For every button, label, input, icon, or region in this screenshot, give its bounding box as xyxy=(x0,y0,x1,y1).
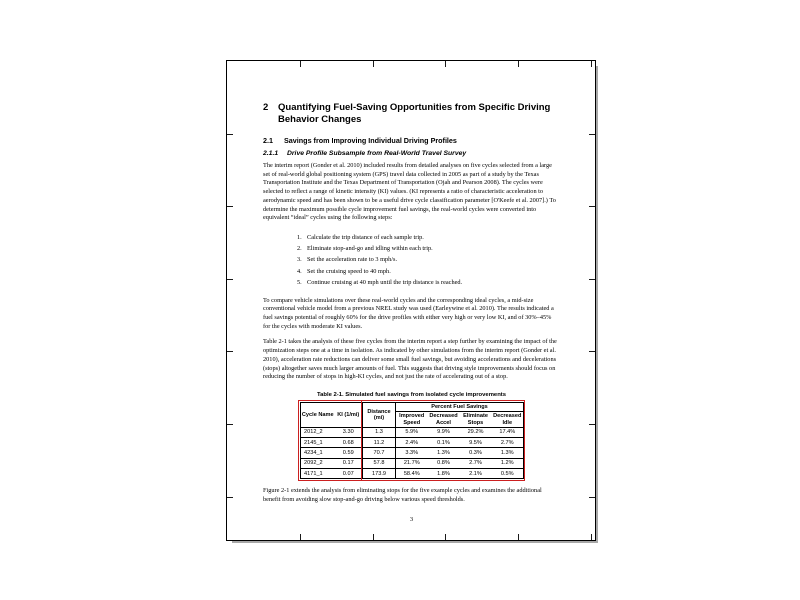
list-item xyxy=(297,235,560,242)
ruler-tick xyxy=(373,534,374,540)
table-cell: 0.07 xyxy=(335,469,363,479)
table-cell: 4234_1 xyxy=(301,448,335,458)
ruler-tick xyxy=(589,497,595,498)
subsubsection-number: 2.1.1 xyxy=(263,150,279,157)
group-header: Percent Fuel Savings xyxy=(396,402,524,411)
fuel-savings-table xyxy=(300,402,524,479)
sub-column-header: Improved Speed xyxy=(396,412,428,428)
table-cell: 57.8 xyxy=(363,458,396,468)
table-cell: 0.17 xyxy=(335,458,363,468)
table-cell: 2.7% xyxy=(460,458,492,468)
ruler-tick xyxy=(589,134,595,135)
table-cell: 0.1% xyxy=(428,438,460,448)
ruler-tick xyxy=(591,534,592,540)
table-cell: 2.7% xyxy=(492,438,524,448)
list-item-number: 3. xyxy=(297,256,302,264)
fuel-savings-table-wrap xyxy=(300,402,523,479)
ruler-tick xyxy=(518,61,519,67)
ruler-tick xyxy=(227,351,233,352)
table-cell: 9.5% xyxy=(460,438,492,448)
list-item-number: 2. xyxy=(297,245,302,253)
table-caption: Table 2-1. Simulated fuel savings from isolated cycle improvements xyxy=(316,391,507,398)
subsection-heading xyxy=(263,136,560,145)
table-cell: 1.2% xyxy=(492,458,524,468)
table-row xyxy=(301,469,524,479)
ruler-tick xyxy=(589,279,595,280)
table-row xyxy=(301,427,524,437)
ruler-tick xyxy=(227,279,233,280)
table-cell: 1.8% xyxy=(428,469,460,479)
list-item xyxy=(297,280,560,287)
table-cell: 29.2% xyxy=(460,427,492,437)
table-cell: 58.4% xyxy=(396,469,428,479)
list-item-number: 5. xyxy=(297,278,302,286)
table-row xyxy=(301,448,524,458)
table-cell: 3.30 xyxy=(335,427,363,437)
table-cell: 0.3% xyxy=(460,448,492,458)
subsubsection-heading xyxy=(263,149,560,158)
table-cell: 17.4% xyxy=(492,427,524,437)
table-cell: 2.1% xyxy=(460,469,492,479)
table-cell: 2012_2 xyxy=(301,427,335,437)
subsection-title: Savings from Improving Individual Driving Profiles xyxy=(284,136,457,145)
section-title: Quantifying Fuel-Saving Opportunities from Specific Driving Behavior Changes xyxy=(278,102,551,125)
ruler-tick xyxy=(589,351,595,352)
ruler-tick xyxy=(227,424,233,425)
list-item xyxy=(297,257,560,264)
numbered-list xyxy=(297,235,560,287)
table-cell: 5.9% xyxy=(396,427,428,437)
ruler-tick xyxy=(591,61,592,67)
table-row xyxy=(301,438,524,448)
section-number: 2 xyxy=(263,102,269,113)
column-header: Distance (mi) xyxy=(363,402,396,427)
list-item-number: 1. xyxy=(297,233,302,241)
list-item xyxy=(297,246,560,253)
ruler-tick xyxy=(300,534,301,540)
ruler-tick xyxy=(589,206,595,207)
page-content xyxy=(263,102,560,523)
table-cell: 1.3 xyxy=(363,427,396,437)
table-cell: 70.7 xyxy=(363,448,396,458)
ruler-tick xyxy=(373,61,374,67)
table-cell: 0.59 xyxy=(335,448,363,458)
ruler-tick xyxy=(227,206,233,207)
table-cell: 21.7% xyxy=(396,458,428,468)
ruler-tick xyxy=(300,61,301,67)
column-header: KI (1/mi) xyxy=(337,411,360,418)
page-number: 3 xyxy=(409,515,414,523)
sub-column-header: Eliminate Stops xyxy=(460,412,492,428)
table-cell: 11.2 xyxy=(363,438,396,448)
list-item-text: Eliminate stop-and-go and idling within each trip. xyxy=(307,245,433,253)
sub-column-header: Decreased Idle xyxy=(492,412,524,428)
paragraph: Figure 2-1 extends the analysis from eliminating stops for the five example cycles and examines the additional benefit from avoiding slow stop-and-go driving below various speed thresholds. xyxy=(263,487,542,504)
subsubsection-title: Drive Profile Subsample from Real-World Travel Survey xyxy=(287,150,467,157)
table-cell: 4171_1 xyxy=(301,469,335,479)
ruler-tick xyxy=(445,534,446,540)
ruler-tick xyxy=(589,424,595,425)
table-row xyxy=(301,458,524,468)
table-cell: 9.9% xyxy=(428,427,460,437)
report-page xyxy=(226,60,596,541)
ruler-tick xyxy=(227,497,233,498)
table-cell: 0.5% xyxy=(492,469,524,479)
table-cell: 3.3% xyxy=(396,448,428,458)
table-cell: 1.3% xyxy=(492,448,524,458)
paragraph: Table 2-1 takes the analysis of these five cycles from the interim report a step further by examining the impact of the optimization steps one at a time in isolation. As indicated by other simulations from the interim report (Gonder et al. 2010), acceleration rate reductions can deliver some small fuel savings, but avoiding accelerations and decelerations (stops) altogether saves much larger amounts of fuel. This suggests that driving style improvements should focus on reducing the number of stops in high-KI cycles, and not just the rate of accelerating out of a stop. xyxy=(263,338,557,381)
paragraph: To compare vehicle simulations over these real-world cycles and the corresponding ideal cycles, a mid-size conventional vehicle model from a previous NREL study was used (Earleywine et al. 2010). The results indicated a fuel savings potential of roughly 60% for the drive profiles with either very high or very low KI, and of 30%–45% for the cycles with moderate KI values. xyxy=(263,296,554,330)
table-cell: 173.9 xyxy=(363,469,396,479)
list-item xyxy=(297,269,560,276)
subsection-number: 2.1 xyxy=(263,136,273,145)
table-cell: 0.68 xyxy=(335,438,363,448)
section-heading xyxy=(263,102,560,125)
list-item-text: Calculate the trip distance of each sample trip. xyxy=(307,233,424,241)
ruler-tick xyxy=(227,134,233,135)
sub-column-header: Decreased Accel xyxy=(429,413,458,426)
table-cell: 2092_2 xyxy=(301,458,335,468)
ruler-tick xyxy=(445,61,446,67)
table-cell: 0.8% xyxy=(428,458,460,468)
table-cell: 1.3% xyxy=(428,448,460,458)
list-item-number: 4. xyxy=(297,267,302,275)
paragraph: The interim report (Gonder et al. 2010) included results from detailed analyses on five cycles selected from a large set of real-world global positioning system (GPS) travel data collected in 2005 as part of a study by the Texas Transportation Institute and the Texas Department of Transportation (Ojah and Pearson 2008). The cycles were selected to reflect a range of kinetic intensity (KI) values. (KI represents a ratio of characteristic acceleration to aerodynamic speed and has been shown to be a useful drive cycle classification parameter [O'Keefe et al. 2007].) To determine the maximum possible cycle improvement fuel savings, the real-world cycles were converted into equivalent “ideal” cycles using the following steps: xyxy=(263,162,556,222)
column-header: Cycle Name xyxy=(301,411,334,418)
table-cell: 2145_1 xyxy=(301,438,335,448)
list-item-text: Set the acceleration rate to 3 mph/s. xyxy=(307,256,398,264)
list-item-text: Set the cruising speed to 40 mph. xyxy=(307,267,391,275)
table-cell: 2.4% xyxy=(396,438,428,448)
list-item-text: Continue cruising at 40 mph until the trip distance is reached. xyxy=(307,278,463,286)
ruler-tick xyxy=(518,534,519,540)
